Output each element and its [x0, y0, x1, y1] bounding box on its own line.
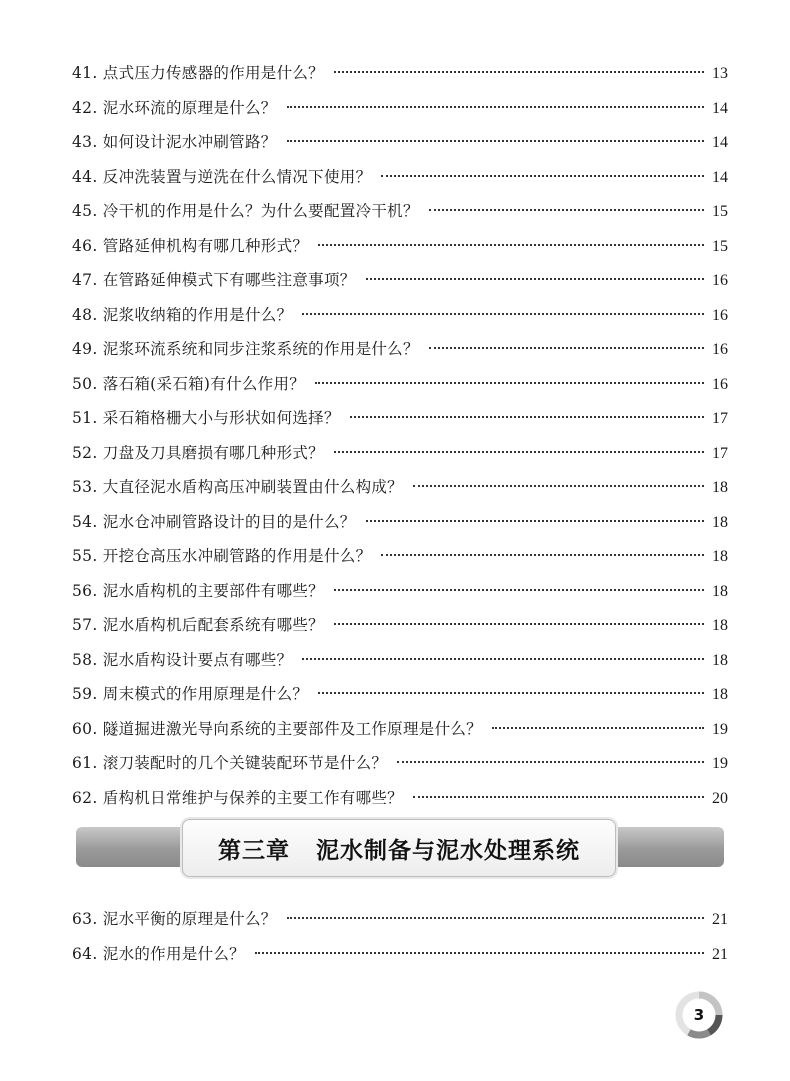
toc-entry	[72, 91, 728, 126]
toc-entry-page: 18	[712, 479, 728, 496]
toc-entry	[72, 332, 728, 367]
toc-entry-title: 41. 点式压力传感器的作用是什么？	[72, 64, 324, 82]
toc-entry	[72, 367, 728, 402]
toc-entry-page: 18	[712, 617, 728, 634]
toc-entry-title: 47. 在管路延伸模式下有哪些注意事项？	[72, 271, 356, 289]
toc-entry-title: 56. 泥水盾构机的主要部件有哪些？	[72, 581, 324, 600]
toc-entry-page: 17	[712, 444, 728, 462]
toc-leader-dots	[492, 727, 704, 729]
toc-entry	[72, 470, 728, 505]
toc-entry	[72, 229, 728, 264]
toc-entry-page: 21	[712, 945, 728, 963]
toc-entry-title: 62. 盾构机日常维护与保养的主要工作有哪些？	[72, 788, 403, 807]
toc-entry-title: 46. 管路延伸机构有哪几种形式？	[72, 236, 309, 255]
toc-entry	[72, 298, 728, 333]
toc-entry-title: 53. 大直径泥水盾构高压冲刷装置由什么构成？	[72, 478, 403, 496]
toc-list-bottom	[72, 902, 728, 971]
toc-entry	[72, 677, 728, 712]
toc-entry	[72, 746, 728, 781]
toc-entry-title: 57. 泥水盾构机后配套系统有哪些？	[72, 616, 324, 634]
toc-entry	[72, 401, 728, 436]
toc-entry	[72, 608, 728, 643]
toc-entry-title: 43. 如何设计泥水冲刷管路？	[72, 133, 277, 151]
toc-entry	[72, 436, 728, 471]
toc-entry	[72, 781, 728, 816]
toc-entry	[72, 574, 728, 609]
toc-entry-title: 54. 泥水仓冲刷管路设计的目的是什么？	[72, 512, 356, 531]
toc-entry-title: 58. 泥水盾构设计要点有哪些？	[72, 650, 293, 669]
toc-leader-dots	[413, 796, 704, 798]
toc-entry-page: 20	[712, 789, 728, 807]
toc-entry	[72, 505, 728, 540]
toc-entry-page: 15	[712, 237, 728, 255]
toc-entry-title: 48. 泥浆收纳箱的作用是什么？	[72, 305, 293, 324]
toc-entry-page: 19	[712, 720, 728, 738]
toc-leader-dots	[381, 175, 704, 177]
toc-entry-title: 49. 泥浆环流系统和同步注浆系统的作用是什么？	[72, 340, 419, 358]
toc-leader-dots	[381, 554, 704, 556]
toc-entry	[72, 902, 728, 937]
toc-entry-title: 45. 冷干机的作用是什么？为什么要配置冷干机？	[72, 202, 419, 220]
toc-entry	[72, 643, 728, 678]
toc-entry-title: 60. 隧道掘进激光导向系统的主要部件及工作原理是什么？	[72, 719, 482, 738]
toc-entry-title: 52. 刀盘及刀具磨损有哪几种形式？	[72, 443, 324, 462]
toc-entry-page: 18	[712, 582, 728, 600]
toc-leader-dots	[287, 106, 704, 108]
toc-entry	[72, 56, 728, 91]
toc-leader-dots	[334, 71, 704, 73]
chapter-title: 泥水制备与泥水处理系统	[316, 837, 580, 864]
toc-entry	[72, 160, 728, 195]
toc-entry-title: 59. 周末模式的作用原理是什么？	[72, 685, 309, 703]
toc-leader-dots	[334, 623, 704, 625]
toc-entry-page: 16	[712, 306, 728, 324]
toc-leader-dots	[350, 416, 704, 418]
toc-leader-dots	[334, 589, 704, 591]
toc-entry	[72, 194, 728, 229]
toc-leader-dots	[397, 761, 704, 763]
toc-entry	[72, 125, 728, 160]
toc-entry-page: 14	[712, 168, 728, 186]
toc-leader-dots	[366, 278, 704, 280]
toc-leader-dots	[429, 209, 704, 211]
toc-entry-page: 19	[712, 755, 728, 772]
toc-leader-dots	[334, 451, 704, 453]
toc-entry	[72, 712, 728, 747]
toc-entry-title: 51. 采石箱格栅大小与形状如何选择？	[72, 409, 340, 427]
toc-leader-dots	[287, 917, 704, 919]
page-number: 3	[693, 1006, 705, 1024]
toc-leader-dots	[302, 658, 704, 660]
toc-entry	[72, 937, 728, 972]
chapter-number: 第三章	[218, 837, 290, 864]
toc-entry-title: 61. 滚刀装配时的几个关键装配环节是什么？	[72, 754, 388, 772]
toc-entry	[72, 263, 728, 298]
toc-entry-page: 18	[712, 651, 728, 669]
toc-leader-dots	[413, 485, 704, 487]
toc-entry-page: 18	[712, 513, 728, 531]
toc-entry-page: 15	[712, 203, 728, 220]
toc-leader-dots	[302, 313, 704, 315]
toc-leader-dots	[287, 140, 704, 142]
toc-leader-dots	[318, 692, 704, 694]
toc-entry-title: 42. 泥水环流的原理是什么？	[72, 98, 277, 117]
toc-entry-page: 13	[712, 65, 728, 82]
toc-entry-page: 21	[712, 911, 728, 928]
toc-entry-page: 17	[712, 410, 728, 427]
toc-entry-title: 44. 反冲洗装置与逆洗在什么情况下使用？	[72, 167, 372, 186]
toc-entry-page: 16	[712, 272, 728, 289]
toc-leader-dots	[318, 244, 704, 246]
toc-entry-page: 16	[712, 341, 728, 358]
toc-entry-page: 14	[712, 134, 728, 151]
toc-leader-dots	[315, 382, 704, 384]
toc-entry-page: 18	[712, 548, 728, 565]
toc-entry-page: 14	[712, 99, 728, 117]
toc-entry-page: 18	[712, 686, 728, 703]
toc-leader-dots	[366, 520, 704, 522]
toc-entry-page: 16	[712, 375, 728, 393]
toc-leader-dots	[429, 347, 704, 349]
toc-list-top	[72, 56, 728, 815]
toc-entry-title: 63. 泥水平衡的原理是什么？	[72, 910, 277, 928]
toc-leader-dots	[255, 952, 704, 954]
toc-entry	[72, 539, 728, 574]
toc-entry-title: 64. 泥水的作用是什么？	[72, 944, 245, 963]
toc-entry-title: 55. 开挖仓高压水冲刷管路的作用是什么？	[72, 547, 372, 565]
toc-entry-title: 50. 落石箱(采石箱)有什么作用？	[72, 374, 306, 393]
chapter-heading	[182, 819, 616, 877]
